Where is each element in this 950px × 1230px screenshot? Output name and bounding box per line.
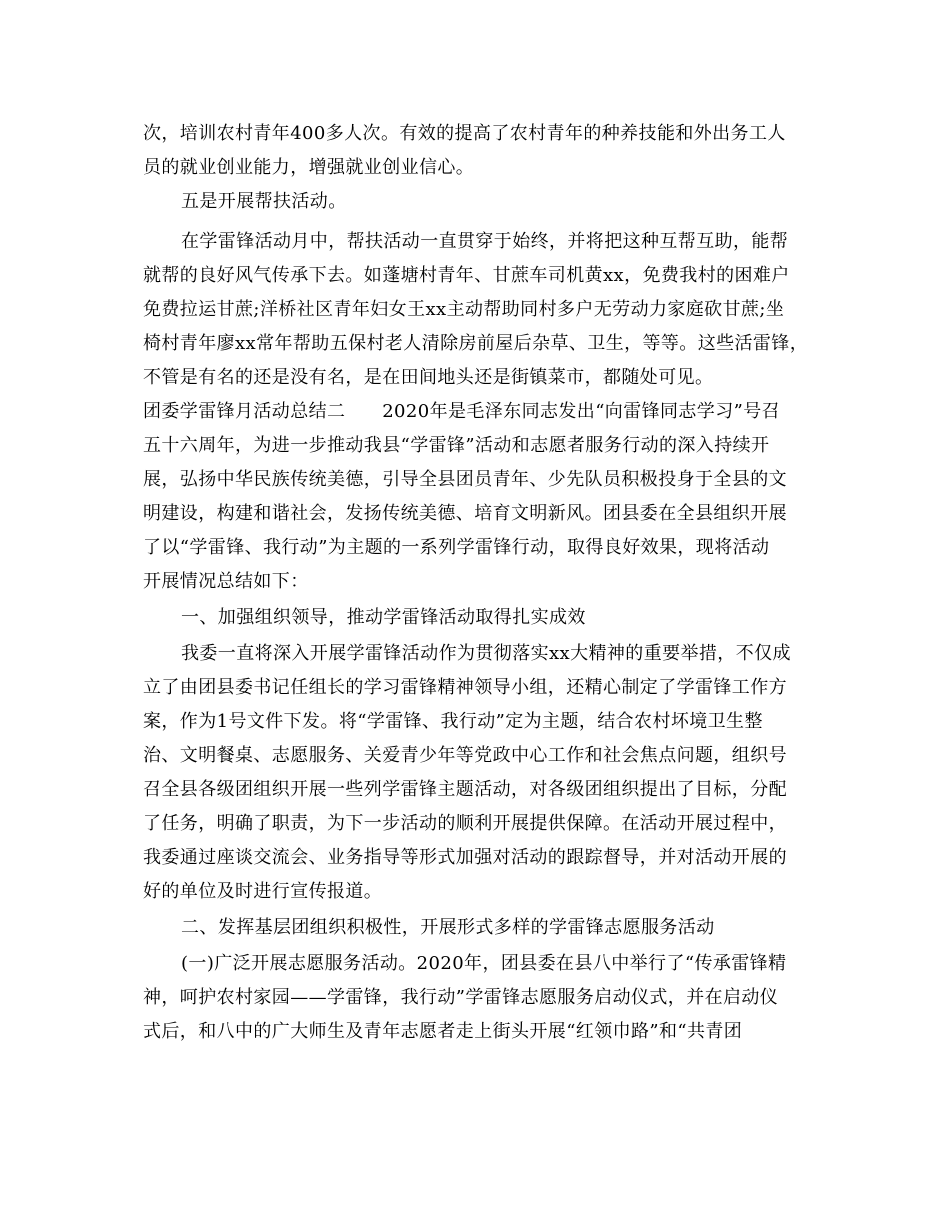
text-line: 团委学雷锋月活动总结二 2020年是毛泽东同志发出“向雷锋同志学习”号召 [143, 401, 781, 422]
text-line: 免费拉运甘蔗;洋桥社区青年妇女王xx主动帮助同村多户无劳动力家庭砍甘蔗;坐 [143, 299, 785, 320]
text-line: 展，弘扬中华民族传统美德，引导全县团员青年、少先队员积极投身于全县的文 [143, 469, 787, 490]
text-line: 了以“学雷锋、我行动”为主题的一系列学雷锋行动，取得良好效果，现将活动 [143, 537, 770, 558]
text-line: 好的单位及时进行宣传报道。 [143, 881, 383, 902]
text-line: 开展情况总结如下： [143, 571, 309, 592]
text-line: 式后，和八中的广大师生及青年志愿者走上街头开展“红领巾路”和“共青团 [143, 1021, 743, 1042]
text-line: 召全县各级团组织开展一些列学雷锋主题活动，对各级团组织提出了目标，分配 [143, 779, 787, 800]
text-line: 椅村青年廖xx常年帮助五保村老人清除房前屋后杂草、卫生，等等。这些活雷锋， [143, 333, 809, 354]
text-line: 治、文明餐桌、志愿服务、关爱青少年等党政中心工作和社会焦点问题，组织号 [143, 745, 787, 766]
section-heading: 五是开展帮扶活动。 [181, 191, 347, 212]
text-line: 就帮的良好风气传承下去。如蓬塘村青年、甘蔗车司机黄xx，免费我村的困难户 [143, 265, 790, 286]
section-heading: 二、发挥基层团组织积极性，开展形式多样的学雷锋志愿服务活动 [181, 917, 715, 938]
text-line: 员的就业创业能力，增强就业创业信心。 [143, 157, 475, 178]
text-line: 我委一直将深入开展学雷锋活动作为贯彻落实xx大精神的重要举措，不仅成 [181, 643, 791, 664]
section-heading: 一、加强组织领导，推动学雷锋活动取得扎实成效 [181, 607, 586, 628]
text-line: (一)广泛开展志愿服务活动。2020年，团县委在县八中举行了“传承雷锋精 [181, 953, 787, 974]
text-line: 立了由团县委书记任组长的学习雷锋精神领导小组，还精心制定了学雷锋工作方 [143, 677, 787, 698]
text-line: 不管是有名的还是没有名，是在田间地头还是街镇菜市，都随处可见。 [143, 367, 714, 388]
text-line: 五十六周年，为进一步推动我县“学雷锋”活动和志愿者服务行动的深入持续开 [143, 435, 770, 456]
text-line: 我委通过座谈交流会、业务指导等形式加强对活动的跟踪督导，并对活动开展的 [143, 847, 787, 868]
text-line: 了任务，明确了职责，为下一步活动的顺利开展提供保障。在活动开展过程中， [143, 813, 787, 834]
text-line: 案，作为1号文件下发。将“学雷锋、我行动”定为主题，结合农村坏境卫生整 [143, 711, 763, 732]
text-line: 次，培训农村青年400多人次。有效的提高了农村青年的种养技能和外出务工人 [143, 123, 786, 144]
text-line: 在学雷锋活动月中，帮扶活动一直贯穿于始终，并将把这种互帮互助，能帮 [181, 231, 789, 252]
text-line: 神，呵护农村家园——学雷锋，我行动”学雷锋志愿服务启动仪式，并在启动仪 [143, 987, 779, 1008]
text-line: 明建设，构建和谐社会，发扬传统美德、培育文明新风。团县委在全县组织开展 [143, 503, 787, 524]
